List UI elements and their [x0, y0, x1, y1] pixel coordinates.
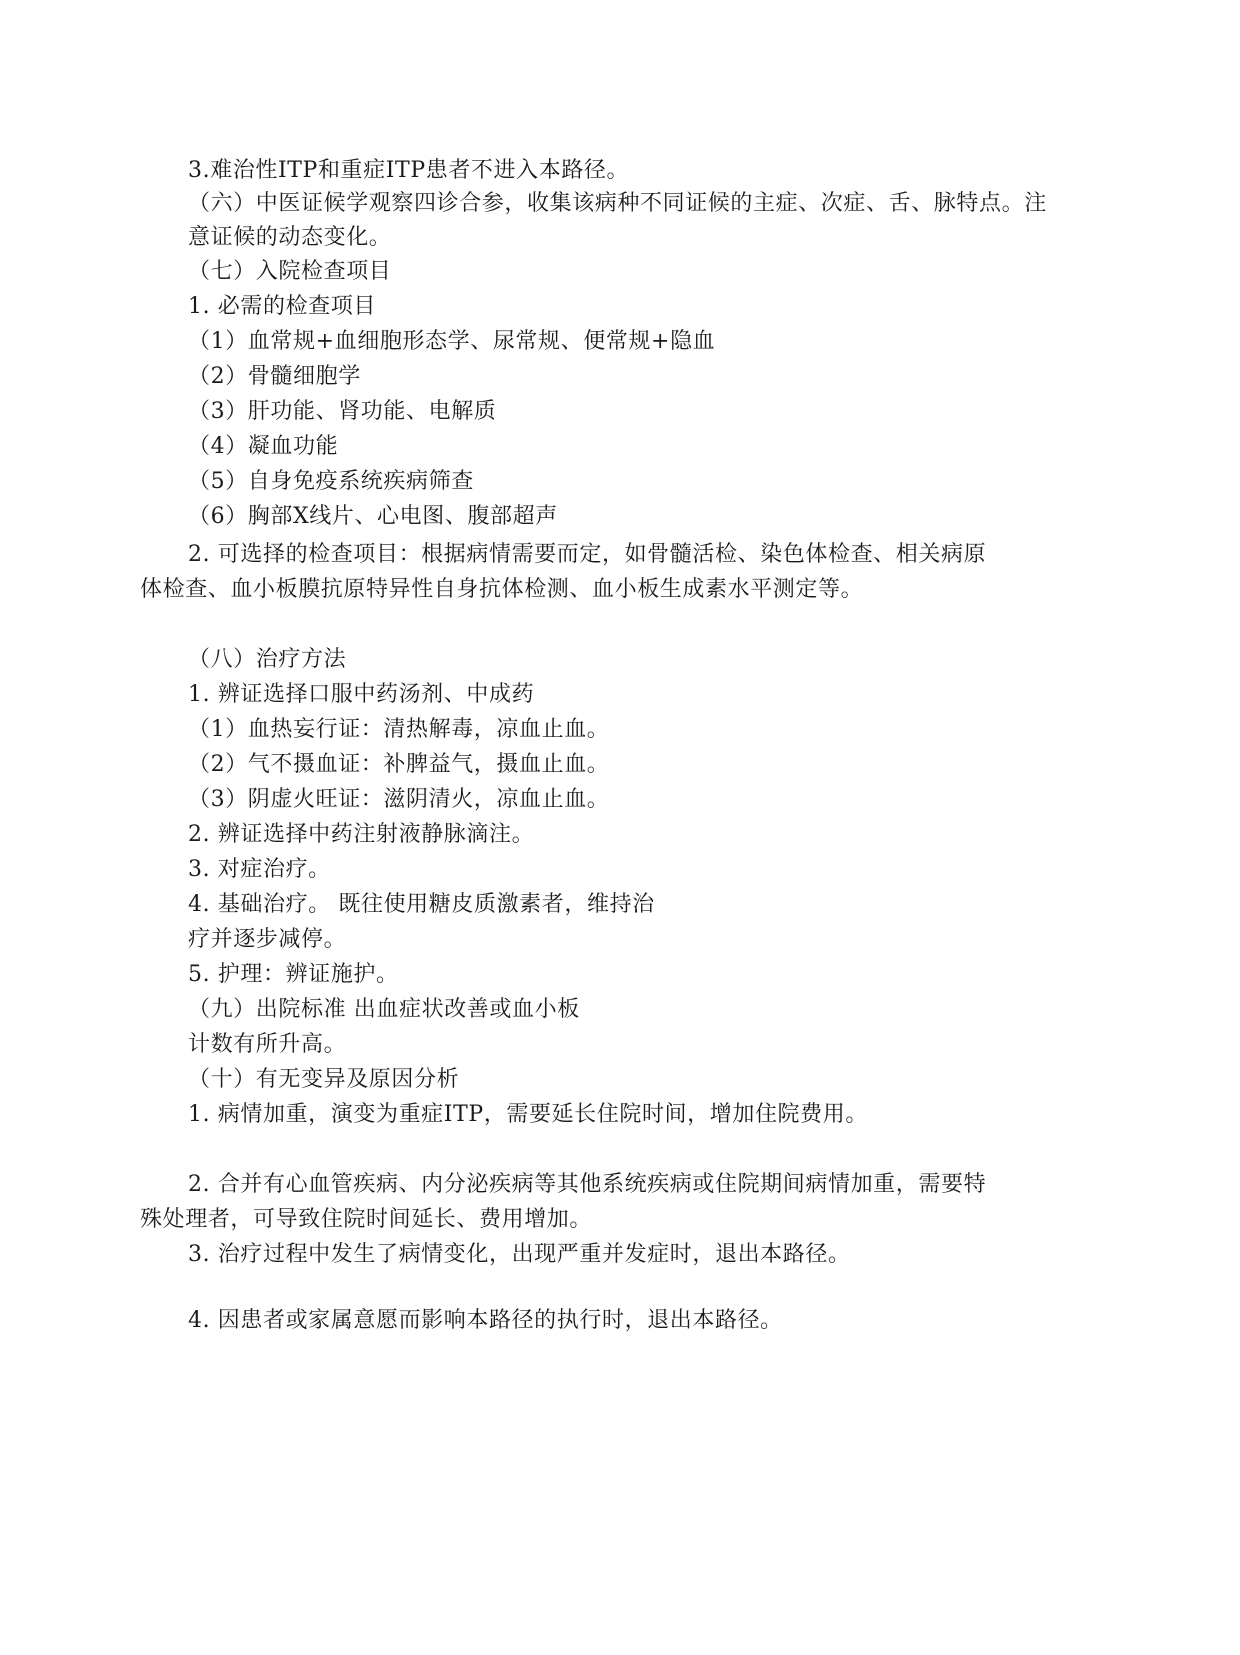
section-heading: （九）出院标准 出血症状改善或血小板: [188, 997, 580, 1022]
list-item: （2）骨髓细胞学: [188, 364, 361, 389]
text-line: 体检查、血小板膜抗原特异性自身抗体检测、血小板生成素水平测定等。: [140, 577, 864, 602]
section-heading: （七）入院检查项目: [188, 259, 392, 284]
text-line: 2. 辨证选择中药注射液静脉滴注。: [188, 822, 535, 847]
text-line: 2. 合并有心血管疾病、内分泌疾病等其他系统疾病或住院期间病情加重，需要特: [188, 1172, 987, 1197]
list-item: （6）胸部X线片、心电图、腹部超声: [188, 504, 558, 529]
list-item: （5）自身免疫系统疾病筛查: [188, 469, 474, 494]
section-heading: （十）有无变异及原因分析: [188, 1067, 460, 1092]
text-line: 3.难治性ITP和重症ITP患者不进入本路径。: [188, 158, 630, 183]
text-line: 5. 护理：辨证施护。: [188, 962, 399, 987]
text-line: 3. 对症治疗。: [188, 857, 331, 882]
text-line: 疗并逐步减停。: [188, 927, 347, 952]
section-heading: （八）治疗方法: [188, 647, 347, 672]
list-item: （1）血热妄行证：清热解毒，凉血止血。: [188, 717, 610, 742]
text-line: （六）中医证候学观察四诊合参，收集该病种不同证候的主症、次症、舌、脉特点。注: [188, 191, 1047, 216]
text-line: 计数有所升高。: [188, 1032, 347, 1057]
text-line: 4. 因患者或家属意愿而影响本路径的执行时，退出本路径。: [188, 1308, 783, 1333]
list-item: （3）阴虚火旺证：滋阴清火，凉血止血。: [188, 787, 610, 812]
text-line: 意证候的动态变化。: [188, 225, 392, 250]
text-line: 4. 基础治疗。 既往使用糖皮质激素者，维持治: [188, 892, 655, 917]
text-line: 2. 可选择的检查项目：根据病情需要而定，如骨髓活检、染色体检查、相关病原: [188, 542, 987, 567]
text-line: 1. 必需的检查项目: [188, 294, 376, 319]
text-line: 1. 辨证选择口服中药汤剂、中成药: [188, 682, 535, 707]
text-line: 殊处理者，可导致住院时间延长、费用增加。: [140, 1207, 593, 1232]
list-item: （1）血常规+血细胞形态学、尿常规、便常规+隐血: [188, 329, 716, 354]
list-item: （2）气不摄血证：补脾益气，摄血止血。: [188, 752, 610, 777]
text-line: 3. 治疗过程中发生了病情变化，出现严重并发症时，退出本路径。: [188, 1242, 851, 1267]
list-item: （4）凝血功能: [188, 434, 339, 459]
list-item: （3）肝功能、肾功能、电解质: [188, 399, 497, 424]
text-line: 1. 病情加重，演变为重症ITP，需要延长住院时间，增加住院费用。: [188, 1102, 868, 1127]
